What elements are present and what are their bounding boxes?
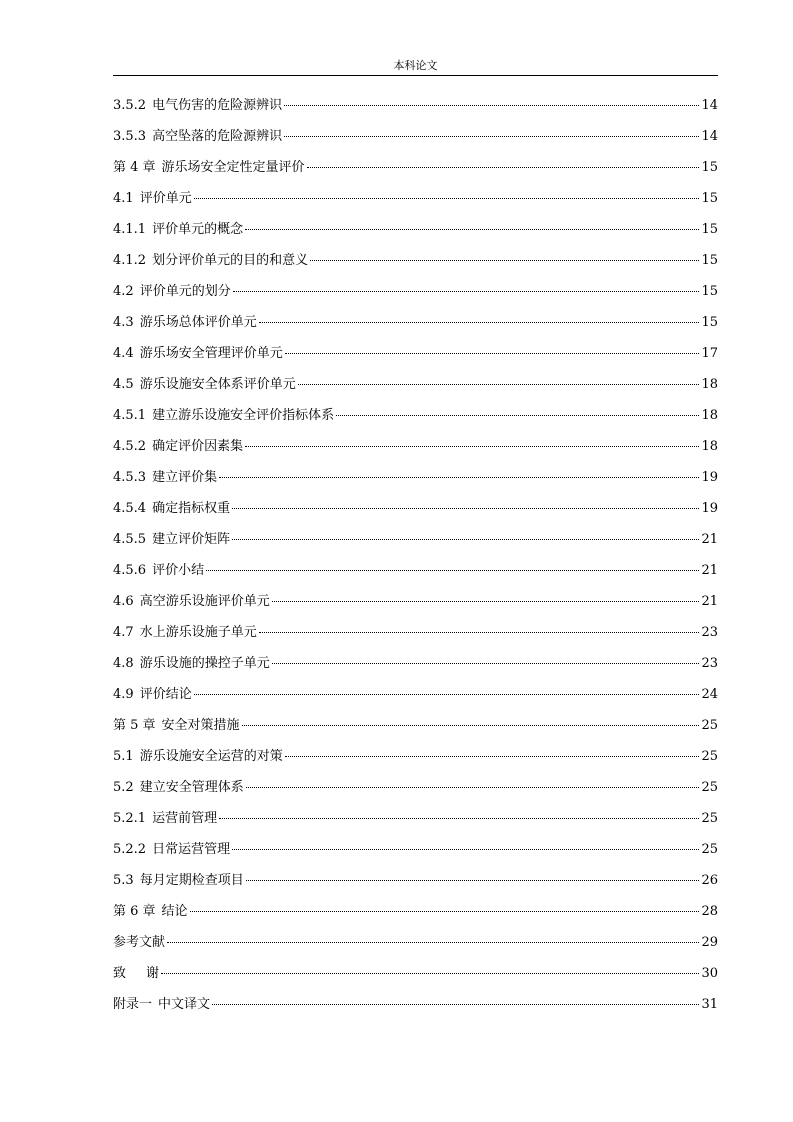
toc-entry-number: 4.3 (113, 315, 134, 330)
dot-leader (233, 290, 700, 292)
dot-leader (219, 817, 699, 819)
toc-entry-page: 23 (701, 625, 718, 640)
dot-leader (161, 972, 699, 974)
toc-entry-title: 每月定期检查项目 (139, 873, 244, 888)
dot-leader (167, 941, 699, 943)
toc-entry-number: 3.5.2 (113, 98, 147, 113)
toc-entry-page: 21 (701, 532, 718, 547)
toc-entry-page: 15 (701, 160, 718, 175)
toc-entry-page: 18 (701, 439, 718, 454)
toc-entry-title: 建立游乐设施安全评价指标体系 (152, 408, 335, 423)
toc-entry[interactable] (113, 555, 718, 586)
toc-entry[interactable] (113, 865, 718, 896)
toc-entry-number: 4.5.5 (113, 532, 147, 547)
toc-entry-title: 建立安全管理体系 (139, 780, 244, 795)
toc-entry[interactable] (113, 400, 718, 431)
dot-leader (246, 786, 700, 788)
toc-entry[interactable] (113, 431, 718, 462)
toc-entry[interactable] (113, 679, 718, 710)
toc-entry[interactable] (113, 741, 718, 772)
toc-entry[interactable] (113, 648, 718, 679)
toc-entry[interactable] (113, 121, 718, 152)
toc-entry-page: 30 (701, 966, 718, 981)
dot-leader (242, 724, 700, 726)
toc-entry-page: 19 (701, 501, 718, 516)
dot-leader (298, 383, 700, 385)
toc-entry-title: 确定指标权重 (152, 501, 231, 516)
toc-entry-title: 评价单元 (139, 191, 192, 206)
toc-entry-title: 评价单元的概念 (152, 222, 244, 237)
toc-entry-number: 4.1 (113, 191, 134, 206)
toc-entry[interactable] (113, 276, 718, 307)
toc-entry-page: 18 (701, 377, 718, 392)
toc-entry-title: 日常运营管理 (152, 842, 231, 857)
dot-leader (212, 1003, 699, 1005)
dot-leader (272, 600, 700, 602)
toc-entry-page: 25 (701, 842, 718, 857)
toc-entry-title: 水上游乐设施子单元 (139, 625, 257, 640)
toc-entry-title: 游乐场安全管理评价单元 (139, 346, 283, 361)
toc-entry-number: 第 4 章 (113, 160, 156, 175)
dot-leader (232, 538, 699, 540)
toc-entry-title: 划分评价单元的目的和意义 (152, 253, 309, 268)
toc-entry-number: 4.4 (113, 346, 134, 361)
toc-entry-title: 评价小结 (152, 563, 205, 578)
toc-entry-title: 评价单元的划分 (139, 284, 231, 299)
toc-entry-number: 4.2 (113, 284, 134, 299)
toc-entry-page: 25 (701, 780, 718, 795)
toc-entry-number: 5.2.2 (113, 842, 147, 857)
page-header (113, 57, 718, 76)
dot-leader (307, 166, 700, 168)
toc-entry-page: 23 (701, 656, 718, 671)
toc-entry-title: 建立评价矩阵 (152, 532, 231, 547)
toc-entry-page: 18 (701, 408, 718, 423)
toc-entry-title: 游乐设施安全体系评价单元 (139, 377, 296, 392)
toc-entry-title: 游乐设施安全运营的对策 (139, 749, 283, 764)
dot-leader (259, 321, 700, 323)
toc-entry[interactable] (113, 90, 718, 121)
toc-entry-title: 确定评价因素集 (152, 439, 244, 454)
toc-entry-number: 4.8 (113, 656, 134, 671)
toc-entry-number: 5.3 (113, 873, 134, 888)
toc-entry-number: 3.5.3 (113, 129, 147, 144)
toc-entry[interactable] (113, 524, 718, 555)
toc-entry[interactable] (113, 462, 718, 493)
toc-entry-title: 安全对策措施 (161, 718, 240, 733)
toc-entry-page: 26 (701, 873, 718, 888)
toc-entry[interactable] (113, 772, 718, 803)
dot-leader (206, 569, 699, 571)
toc-entry[interactable] (113, 586, 718, 617)
toc-entry-title: 评价结论 (139, 687, 192, 702)
dot-leader (245, 445, 699, 447)
toc-entry-title: 游乐场安全定性定量评价 (161, 160, 305, 175)
toc-entry-number: 4.5 (113, 377, 134, 392)
toc-entry[interactable] (113, 617, 718, 648)
toc-entry-number: 5.1 (113, 749, 134, 764)
toc-entry-page: 25 (701, 811, 718, 826)
toc-entry[interactable] (113, 183, 718, 214)
toc-entry[interactable] (113, 369, 718, 400)
dot-leader (194, 693, 700, 695)
toc-entry-title: 游乐设施的操控子单元 (139, 656, 270, 671)
toc-entry-page: 21 (701, 563, 718, 578)
toc-entry-page: 19 (701, 470, 718, 485)
toc-entry-title: 参考文献 (113, 935, 166, 950)
dot-leader (284, 135, 699, 137)
toc-entry[interactable] (113, 989, 718, 1020)
toc-entry-title: 谢 (146, 966, 160, 981)
toc-entry-number: 4.9 (113, 687, 134, 702)
toc-entry-page: 21 (701, 594, 718, 609)
toc-entry[interactable] (113, 214, 718, 245)
toc-entry[interactable] (113, 958, 718, 989)
toc-entry-title: 建立评价集 (152, 470, 218, 485)
toc-entry-page: 31 (701, 997, 718, 1012)
dot-leader (245, 228, 699, 230)
dot-leader (336, 414, 699, 416)
dot-leader (232, 848, 699, 850)
toc-entry-title: 游乐场总体评价单元 (139, 315, 257, 330)
toc-entry-number: 4.6 (113, 594, 134, 609)
toc-entry-page: 25 (701, 718, 718, 733)
dot-leader (194, 197, 700, 199)
toc-entry-number: 4.5.6 (113, 563, 147, 578)
toc-entry-number: 4.7 (113, 625, 134, 640)
dot-leader (246, 879, 700, 881)
toc-entry-number: 4.5.3 (113, 470, 147, 485)
toc-entry-number: 5.2 (113, 780, 134, 795)
toc-entry-page: 29 (701, 935, 718, 950)
toc-entry-page: 15 (701, 222, 718, 237)
dot-leader (219, 476, 699, 478)
toc-entry-page: 17 (701, 346, 718, 361)
toc-entry[interactable] (113, 710, 718, 741)
dot-leader (285, 755, 700, 757)
toc-entry-page: 25 (701, 749, 718, 764)
dot-leader (284, 104, 699, 106)
toc-entry-title: 高空坠落的危险源辨识 (152, 129, 283, 144)
toc-entry-title: 高空游乐设施评价单元 (139, 594, 270, 609)
dot-leader (310, 259, 699, 261)
toc-entry-title: 运营前管理 (152, 811, 218, 826)
toc-entry-page: 14 (701, 98, 718, 113)
dot-leader (272, 662, 700, 664)
dot-leader (190, 910, 700, 912)
toc-entry-number: 4.5.1 (113, 408, 147, 423)
toc-entry-number: 4.1.1 (113, 222, 147, 237)
toc-entry[interactable] (113, 493, 718, 524)
toc-entry-page: 28 (701, 904, 718, 919)
toc-entry-number: 4.5.2 (113, 439, 147, 454)
toc-entry-page: 24 (701, 687, 718, 702)
toc-entry-number: 附录一 (113, 997, 153, 1012)
toc-entry[interactable] (113, 803, 718, 834)
toc-entry[interactable] (113, 152, 718, 183)
toc-entry[interactable] (113, 834, 718, 865)
toc-entry[interactable] (113, 338, 718, 369)
toc-entry-page: 15 (701, 191, 718, 206)
toc-entry[interactable] (113, 896, 718, 927)
dot-leader (285, 352, 700, 354)
toc-entry-title: 电气伤害的危险源辨识 (152, 98, 283, 113)
dot-leader (232, 507, 699, 509)
toc-entry-title: 中文译文 (158, 997, 211, 1012)
dot-leader (259, 631, 700, 633)
toc-entry-number: 第 5 章 (113, 718, 156, 733)
toc-entry-number: 4.1.2 (113, 253, 147, 268)
toc-entry[interactable] (113, 245, 718, 276)
toc-entry[interactable] (113, 307, 718, 338)
toc-entry-number: 4.5.4 (113, 501, 147, 516)
toc-entry-page: 14 (701, 129, 718, 144)
toc-entry-page: 15 (701, 284, 718, 299)
table-of-contents (113, 90, 718, 1020)
toc-entry-title: 结论 (161, 904, 188, 919)
header-title: 本科论文 (393, 59, 438, 72)
toc-entry-number: 致 (113, 966, 127, 981)
toc-entry-number: 5.2.1 (113, 811, 147, 826)
toc-entry-page: 15 (701, 253, 718, 268)
toc-entry[interactable] (113, 927, 718, 958)
toc-entry-page: 15 (701, 315, 718, 330)
toc-entry-number: 第 6 章 (113, 904, 156, 919)
